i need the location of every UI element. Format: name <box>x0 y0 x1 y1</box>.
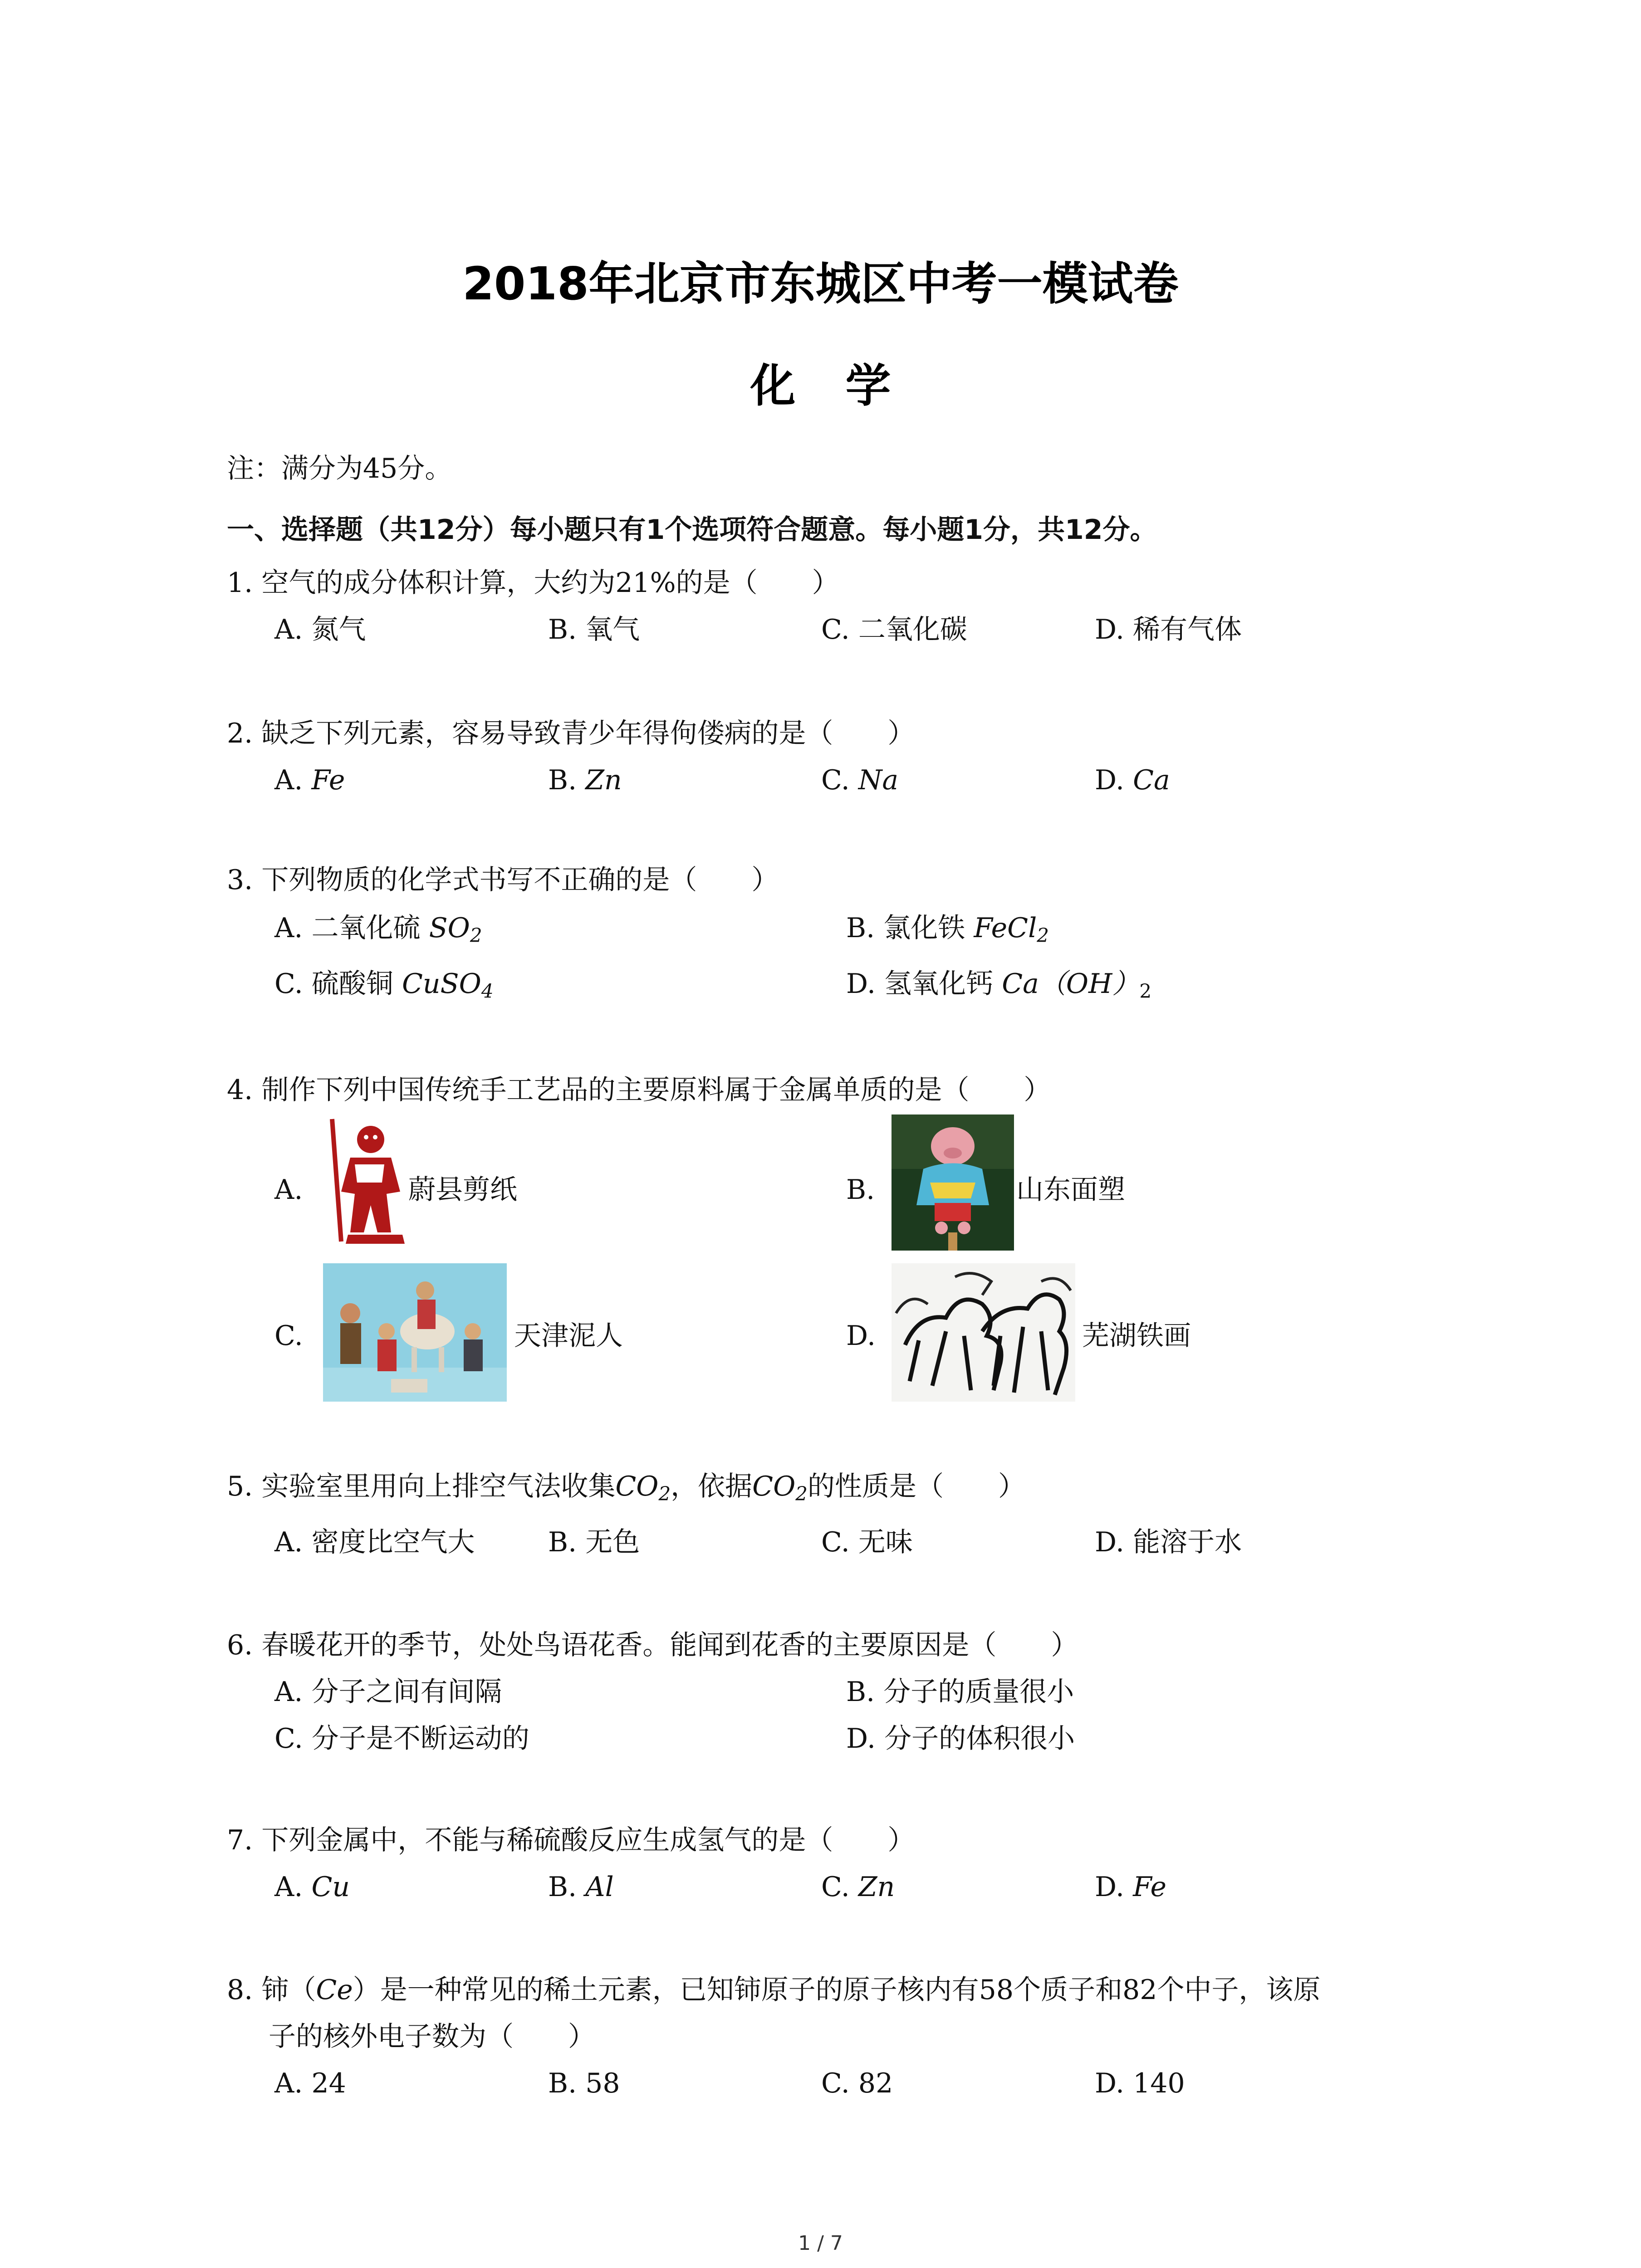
question-4-option-a-text: 蔚县剪纸 <box>408 1174 517 1206</box>
clay-figurines-image <box>323 1263 507 1402</box>
question-1-option-c: C. 二氧化碳 <box>821 614 967 645</box>
paper-cut-image <box>323 1114 416 1251</box>
option-label: B. <box>548 764 577 796</box>
question-8-stem-continued: 子的核外电子数为（ ） <box>269 2021 595 2053</box>
formula: CuSO <box>402 968 481 1000</box>
question-2-stem: 2. 缺乏下列元素，容易导致青少年得佝偻病的是（ ） <box>227 718 915 749</box>
question-1-option-a: A. 氮气 <box>274 614 366 645</box>
subscript: 2 <box>1037 924 1049 947</box>
element-symbol: Fe <box>1133 1871 1166 1903</box>
question-7-option-d <box>1095 1869 1166 1905</box>
question-3-option-c <box>274 966 494 1010</box>
question-6-option-a: A. 分子之间有间隔 <box>274 1676 502 1708</box>
element-symbol: Fe <box>311 764 345 796</box>
dough-figurine-image <box>892 1114 1014 1251</box>
question-4-option-c-label: C. <box>274 1320 303 1352</box>
question-7-option-a <box>274 1869 350 1905</box>
question-6-option-c: C. 分子是不断运动的 <box>274 1723 529 1755</box>
formula: CO <box>615 1471 659 1502</box>
question-3-stem: 3. 下列物质的化学式书写不正确的是（ ） <box>227 864 779 896</box>
question-1-option-b: B. 氧气 <box>548 614 640 645</box>
element-symbol: Zn <box>858 1871 895 1903</box>
option-label: B. 氯化铁 <box>846 912 965 944</box>
subscript: 4 <box>481 980 494 1002</box>
question-7-option-c <box>821 1869 895 1905</box>
question-6-stem: 6. 春暖花开的季节，处处鸟语花香。能闻到花香的主要原因是（ ） <box>227 1629 1078 1661</box>
element-symbol: Al <box>585 1871 614 1903</box>
option-label: D. 氢氧化钙 <box>846 968 994 1000</box>
stem-part: 的性质是（ ） <box>808 1471 1026 1502</box>
question-4-option-b-label: B. <box>846 1174 875 1206</box>
question-5-option-d: D. 能溶于水 <box>1095 1526 1242 1558</box>
question-4-option-d-text: 芜湖铁画 <box>1082 1320 1191 1352</box>
question-4-option-c-text: 天津泥人 <box>514 1320 623 1352</box>
question-5-stem <box>227 1468 1025 1512</box>
question-1-option-d: D. 稀有气体 <box>1095 614 1242 645</box>
stem-part: 8. 铈（ <box>227 1974 316 2006</box>
option-label: C. <box>821 764 850 796</box>
option-label: D. <box>1095 764 1125 796</box>
option-label: A. <box>274 764 303 796</box>
stem-part: ，依据 <box>671 1471 753 1502</box>
page-number: 1 / 7 <box>798 2232 843 2255</box>
question-7-option-b <box>548 1869 614 1905</box>
question-8-option-c: C. 82 <box>821 2068 893 2099</box>
option-label: B. <box>548 1871 577 1903</box>
element-symbol: Ce <box>316 1974 353 2006</box>
stem-part: ）是一种常见的稀土元素，已知铈原子的原子核内有58个质子和82个中子，该原 <box>353 1974 1321 2006</box>
question-2-option-c <box>821 762 898 798</box>
question-4-option-b-text: 山东面塑 <box>1016 1174 1125 1206</box>
subscript: 2 <box>795 1482 808 1505</box>
question-8-option-a: A. 24 <box>274 2068 346 2099</box>
question-2-option-a <box>274 762 345 798</box>
question-6-option-d: D. 分子的体积很小 <box>846 1723 1075 1755</box>
question-4-stem: 4. 制作下列中国传统手工艺品的主要原料属于金属单质的是（ ） <box>227 1074 1051 1106</box>
question-3-option-a <box>274 910 482 954</box>
section-heading: 一、选择题（共12分）每小题只有1个选项符合题意。每小题1分，共12分。 <box>227 514 1157 546</box>
question-5-option-c: C. 无味 <box>821 1526 913 1558</box>
iron-painting-image <box>892 1263 1075 1402</box>
stem-part: 5. 实验室里用向上排空气法收集 <box>227 1471 616 1502</box>
question-8-option-b: B. 58 <box>548 2068 620 2099</box>
option-label: C. 硫酸铜 <box>274 968 393 1000</box>
exam-title: 2018年北京市东城区中考一模试卷 <box>462 257 1179 310</box>
question-8-stem <box>227 1972 1320 2008</box>
option-label: A. <box>274 1871 303 1903</box>
subscript: 2 <box>1139 980 1152 1002</box>
question-3-option-d <box>846 966 1151 1010</box>
option-label: C. <box>821 1871 850 1903</box>
exam-subject: 化学 <box>750 359 941 412</box>
element-symbol: Zn <box>585 764 622 796</box>
formula: SO <box>429 912 470 944</box>
question-5-option-b: B. 无色 <box>548 1526 640 1558</box>
element-symbol: Cu <box>311 1871 350 1903</box>
formula: Ca <box>1002 968 1039 1000</box>
subscript: 2 <box>658 1482 671 1505</box>
element-symbol: Na <box>858 764 899 796</box>
question-6-option-b: B. 分子的质量很小 <box>846 1676 1074 1708</box>
subscript: 2 <box>470 924 482 947</box>
formula-group: （OH） <box>1038 968 1140 1000</box>
question-2-option-d <box>1095 762 1170 798</box>
question-7-stem: 7. 下列金属中，不能与稀硫酸反应生成氢气的是（ ） <box>227 1824 915 1856</box>
element-symbol: Ca <box>1133 764 1170 796</box>
question-4-option-d-label: D. <box>846 1320 876 1352</box>
question-8-option-d: D. 140 <box>1095 2068 1185 2099</box>
option-label: D. <box>1095 1871 1125 1903</box>
option-label: A. 二氧化硫 <box>274 912 421 944</box>
formula: CO <box>752 1471 796 1502</box>
question-3-option-b <box>846 910 1049 954</box>
score-note: 注：满分为45分。 <box>227 453 452 484</box>
formula: FeCl <box>974 912 1037 944</box>
question-5-option-a: A. 密度比空气大 <box>274 1526 475 1558</box>
question-4-option-a-label: A. <box>274 1174 303 1206</box>
question-1-stem: 1. 空气的成分体积计算，大约为21%的是（ ） <box>227 567 839 599</box>
question-2-option-b <box>548 762 622 798</box>
